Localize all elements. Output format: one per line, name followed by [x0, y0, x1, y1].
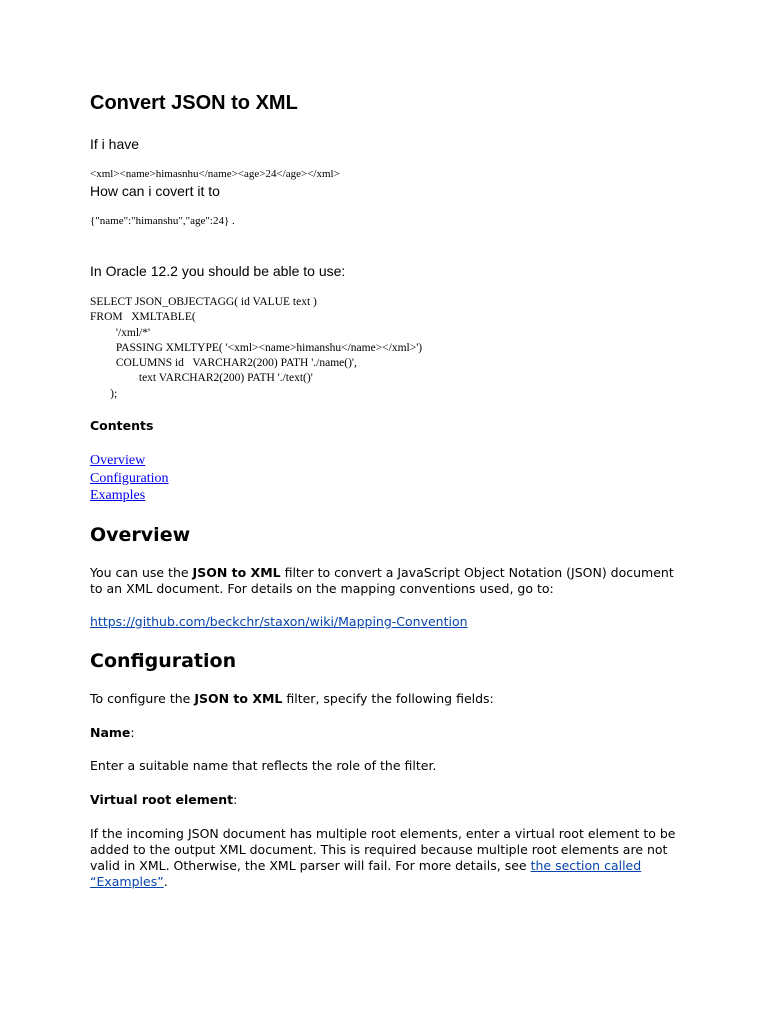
- examples-section-link[interactable]: the section called “Examples”: [90, 858, 642, 889]
- code-line: '/xml/*': [90, 326, 151, 339]
- text-run: If the incoming JSON document has multiple root elements, enter a virtual root element to be added to the output XML document. This is required because multiple root elements are not valid in XML. Otherwise, the XML parser will fail. For more details, see: [90, 826, 676, 873]
- field-label: Virtual root element: [90, 792, 234, 807]
- name-field-label: [90, 725, 690, 741]
- question-text: How can i covert it to: [90, 183, 220, 199]
- virtual-root-label: [90, 792, 690, 808]
- code-line: SELECT JSON_OBJECTAGG( id VALUE text ): [90, 296, 317, 308]
- mapping-convention-link[interactable]: https://github.com/beckchr/staxon/wiki/Mapping-Convention: [90, 614, 468, 629]
- json-example: {"name":"himanshu","age":24} .: [90, 215, 235, 227]
- colon: :: [233, 792, 238, 807]
- virtual-root-description: [90, 826, 690, 890]
- configuration-paragraph: [90, 691, 690, 707]
- overview-paragraph: [90, 565, 690, 597]
- code-line: text VARCHAR2(200) PATH './text()': [90, 372, 313, 385]
- sql-code-block: [90, 295, 422, 402]
- colon: :: [130, 725, 135, 740]
- intro-text: If i have: [90, 136, 140, 152]
- oracle-note: In Oracle 12.2 you should be able to use:: [90, 263, 346, 279]
- code-line: );: [90, 387, 118, 400]
- toc-link-examples[interactable]: Examples: [90, 488, 146, 503]
- name-field-description: Enter a suitable name that reflects the role of the filter.: [90, 758, 437, 773]
- table-of-contents: [90, 452, 169, 505]
- text-run: filter, specify the following fields:: [282, 691, 494, 706]
- code-line: PASSING XMLTYPE( '<xml><name>himanshu</name></xml>'): [90, 341, 423, 354]
- toc-link-overview[interactable]: Overview: [90, 453, 146, 468]
- filter-name: JSON to XML: [192, 565, 281, 580]
- contents-heading: Contents: [90, 418, 154, 433]
- xml-example: <xml><name>himasnhu</name><age>24</age></xml>: [90, 168, 340, 180]
- text-run: .: [163, 874, 168, 889]
- mapping-convention-link-row: [90, 614, 690, 630]
- text-run: To configure the: [90, 691, 195, 706]
- toc-link-configuration[interactable]: Configuration: [90, 470, 169, 486]
- configuration-heading: Configuration: [90, 650, 237, 672]
- code-line: FROM XMLTABLE(: [90, 311, 196, 324]
- text-run: You can use the: [90, 565, 193, 580]
- text-run: filter to convert a JavaScript Object Notation (JSON) document to an XML document. For details on the mapping conventions used, go to:: [90, 565, 674, 596]
- overview-heading: Overview: [90, 524, 191, 546]
- code-line: COLUMNS id VARCHAR2(200) PATH './name()',: [90, 357, 357, 370]
- page-title: Convert JSON to XML: [90, 92, 298, 114]
- filter-name: JSON to XML: [194, 691, 283, 706]
- field-label: Name: [90, 725, 131, 740]
